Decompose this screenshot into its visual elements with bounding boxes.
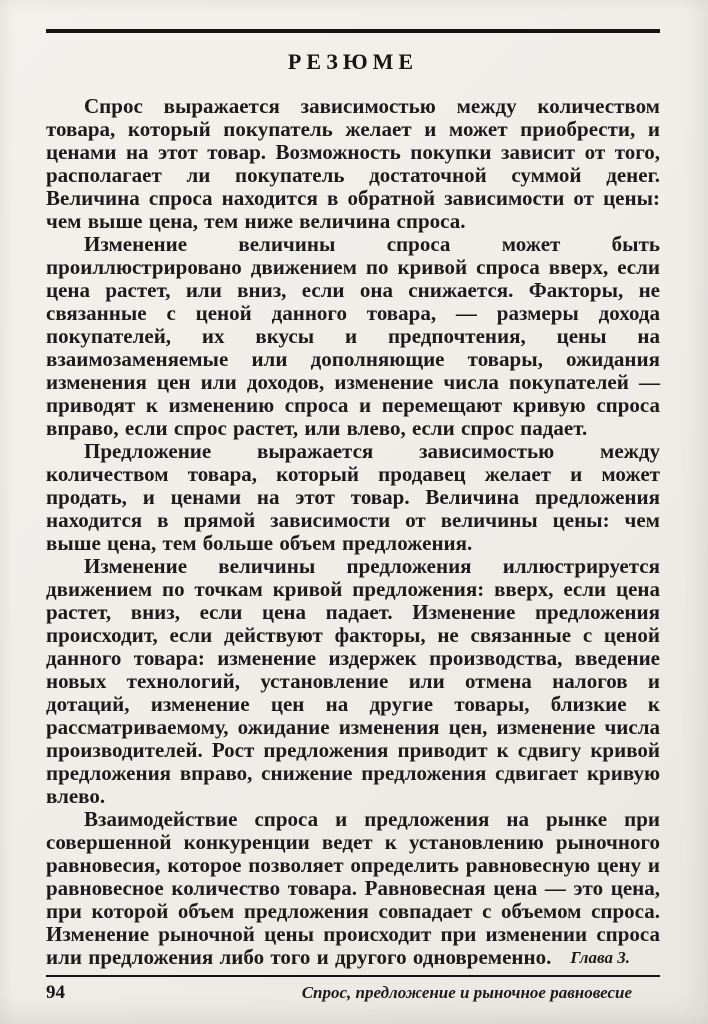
- paragraph-supply-change: Изменение величины предложения иллюстрируется движением по точкам кривой предложения: вверх, если цена растет, вниз, если цена падает. Изменение предложения происходит, если действуют факторы, не связанные с ценой данного товара: изменение издержек производства, введение новых технологий, установление или отмена налогов и дотаций, изменение цен на другие товары, близкие к рассматриваемому, ожидание изменения цен, изменение числа производителей. Рост предложения приводит к сдвигу кривой предложения вправо, снижение предложения сдвигает кривую влево.: [46, 554, 660, 808]
- footer-area: [46, 948, 660, 1004]
- top-rule-divider: [46, 29, 660, 33]
- footer-row: [46, 977, 660, 1004]
- summary-body: [46, 95, 660, 969]
- paragraph-supply-definition: Предложение выражается зависимостью между количеством товара, который продавец желает и может продать, и ценами на этот товар. Величина предложения находится в прямой зависимости от величины цены: чем выше цена, тем больше объем предложения.: [46, 439, 660, 555]
- paragraph-demand-definition: Спрос выражается зависимостью между количеством товара, который покупатель желает и может приобрести, и ценами на этот товар. Возможность покупки зависит от того, располагает ли покупатель достаточной суммой денег. Величина спроса находится в обратной зависимости от цены: чем выше цена, тем ниже величина спроса.: [46, 94, 660, 233]
- paragraph-demand-change: Изменение величины спроса может быть проиллюстрировано движением по кривой спроса вверх, если цена растет, или вниз, если она снижается. Факторы, не связанные с ценой данного товара, — размеры дохода покупателей, их вкусы и предпочтения, цены на взаимозаменяемые или дополняющие товары, ожидания изменения цен или доходов, изменение числа покупателей — приводят к изменению спроса и перемещают кривую спроса вправо, если спрос растет, или влево, если спрос падает.: [46, 232, 660, 440]
- paragraph-market-equilibrium: Взаимодействие спроса и предложения на рынке при совершенной конкуренции ведет к установлению рыночного равновесия, которое позволяет определить равновесную цену и равновесное количество товара. Равновесная цена — это цена, при которой объем предложения совпадает с объемом спроса. Изменение рыночной цены происходит при изменении спроса или предложения либо того и другого одновременно.: [46, 807, 660, 969]
- page-title: РЕЗЮМЕ: [287, 49, 419, 74]
- chapter-label: Глава 3.: [570, 948, 630, 967]
- page-number: 94: [46, 982, 65, 1003]
- running-title: Спрос, предложение и рыночное равновесие: [301, 983, 632, 1002]
